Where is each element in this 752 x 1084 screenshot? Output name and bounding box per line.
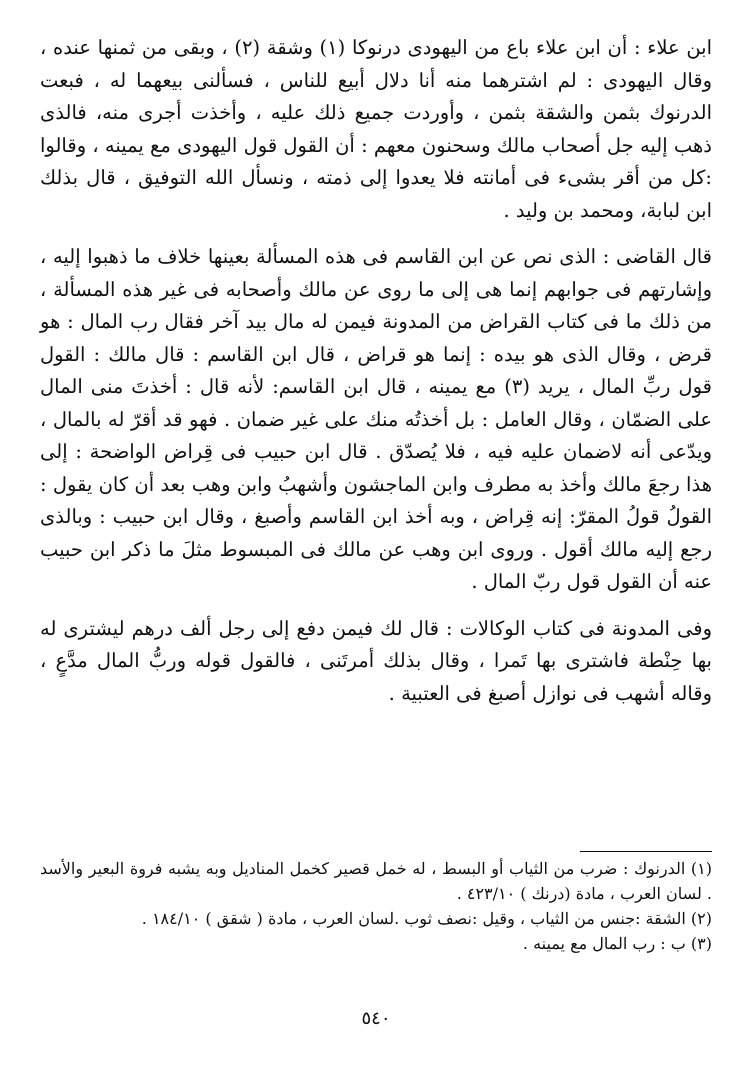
paragraph-1: ابن علاء : أن ابن علاء باع من اليهودى درنوكا (١) وشقة (٢) ، وبقى من ثمنها عنده ، وقال اليهودى : لم اشترهما منه أنا دلال أبيع للناس ، فسألنى بيعهما له ، فبعت الدرنوك بثمن والشقة بثمن ، وأوردت جميع ذلك عليه ، وأخذت أجرى منه، فالذى ذهب إليه جل أصحاب مالك وسحنون معهم : أن القول قول اليهودى مع يمينه ، وقالوا :كل من أقر بشىء فى أمانته فلا يعدوا إلى ذمته ، ونسأل الله التوفيق ، قال بذلك ابن لبابة، ومحمد بن وليد . [40, 36, 713, 222]
footnote-3: (٣) ب : رب المال مع يمينه . [522, 934, 712, 953]
main-text [40, 32, 712, 710]
footnotes [40, 856, 712, 956]
paragraph-3: وفى المدونة فى كتاب الوكالات : قال لك فيمن دفع إلى رجل ألف درهم ليشترى له بها حِنْطة فاشترى بها تَمرا ، وقال بذلك أمرتَنى ، فالقول قوله وربُّ المال مدَّعٍ ، وقاله أشهب فى نوازل أصبغ فى العتبية . [40, 616, 712, 705]
paragraph-2: قال القاضى : الذى نص عن ابن القاسم فى هذه المسألة بعينها خلاف ما ذهبوا إليه ، وإشارتهم فى جوابهم إنما هى إلى ما روى عن مالك وأصحابه فى غير هذه المسألة ، من ذلك ما فى كتاب القراض من المدونة فيمن له مال بيد آخر فقال رب المال : هو قرض ، وقال الذى هو بيده : إنما هو قراض ، قال ابن القاسم : قال مالك : القول قول ربِّ المال ، يريد (٣) مع يمينه ، قال ابن القاسم: لأنه قال : أخذتَ منى المال على الضمّان ، وقال العامل : بل أخذتُه منك على غير ضمان . فهو قد أقرّ له بالمال ، ويدّعى أنه لاضمان عليه فيه ، فلا يُصدّق . قال ابن حبيب فى قِراض الواضحة : إلى هذا رجعَ مالك وأخذ به مطرف وابن الماجشون وأشهبُ وابن وهب بعد أن كان يقول : القولُ قولُ المقرّ: إنه قِراض ، وبه أخذ ابن القاسم وأصبغ ، وقال ابن حبيب : وبالذى رجع إليه مالك أقول . وروى ابن وهب عن مالك فى المبسوط مثلَ ما ذكر ابن حبيب عنه أن القول قول ربّ المال . [40, 245, 712, 593]
footnote-1: (١) الدرنوك : ضرب من الثياب أو البسط ، له خمل قصير كخمل المناديل وبه يشبه فروة البعير والأسد . لسان العرب ، مادة (درنك ) ٤٢٣/١٠ . [40, 859, 713, 903]
footnote-divider [580, 851, 712, 852]
page-number: ٥٤٠ [361, 1008, 391, 1029]
footnote-2: (٢) الشقة :جنس من الثياب ، وقيل :نصف ثوب .لسان العرب ، مادة ( شقق ) ١٨٤/١٠ . [141, 909, 712, 928]
